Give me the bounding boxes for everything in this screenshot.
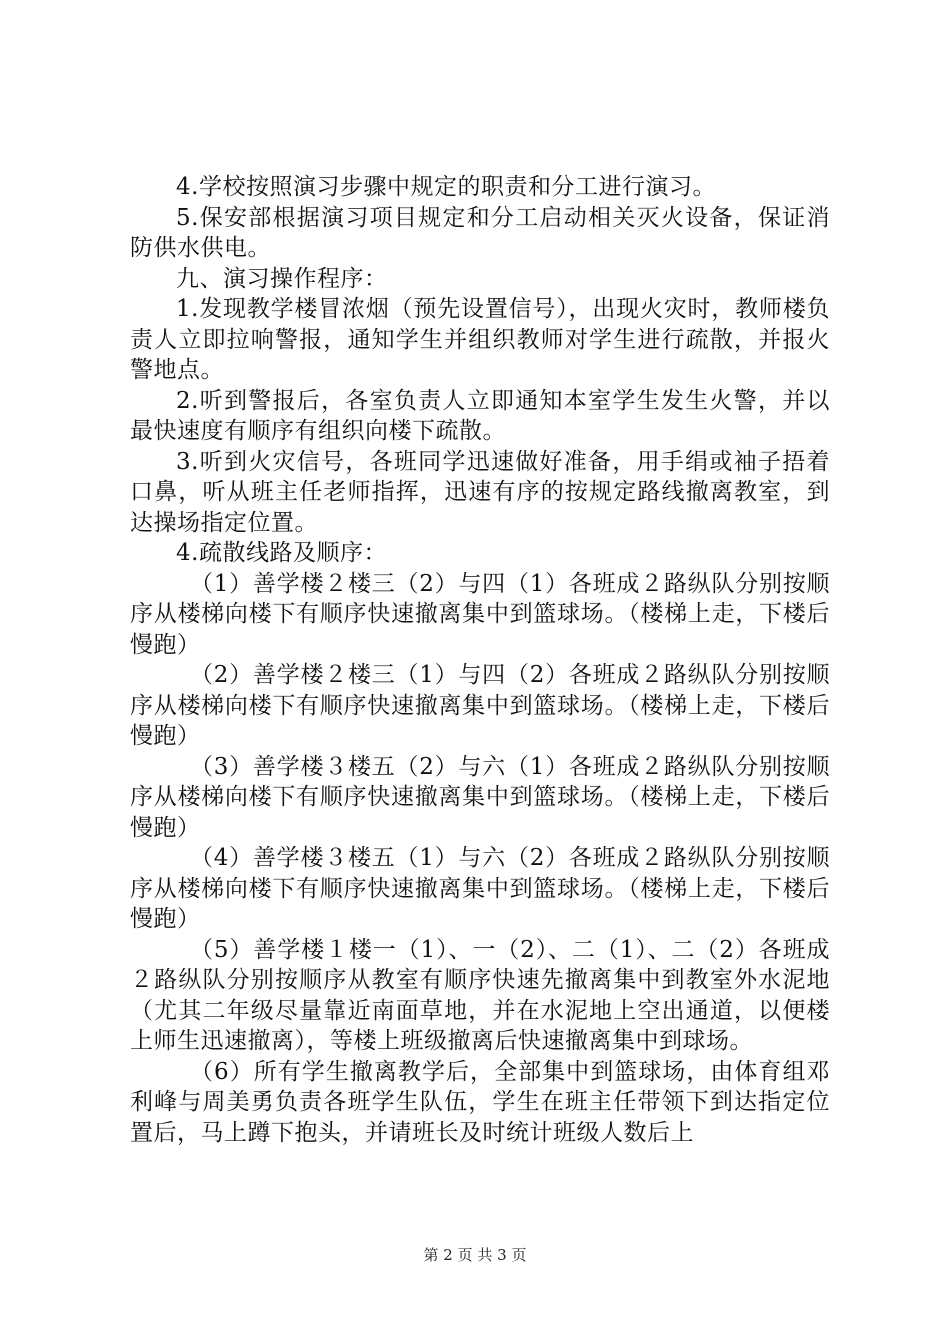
paragraph-step-4-routes: 4.疏散线路及顺序： [176, 540, 387, 566]
route-item-2: （2）善学楼２楼三（1）与四（2）各班成２路纵队分别按顺序从楼梯向楼下有顺序快速撤离集中到篮球场。（楼梯上走，下楼后慢跑） [130, 662, 830, 749]
paragraph-security-equipment: 5.保安部根据演习项目规定和分工启动相关灭火设备，保证消防供水供电。 [130, 204, 830, 261]
paragraph-step-2-alarm: 2.听到警报后，各室负责人立即通知本室学生发生火警，并以最快速度有顺序有组织向楼下疏散。 [130, 387, 830, 444]
route-item-6: （6）所有学生撤离教学后，全部集中到篮球场，由体育组邓利峰与周美勇负责各班学生队伍，学生在班主任带领下到达指定位置后，马上蹲下抱头，并请班长及时统计班级人数后上 [130, 1058, 830, 1146]
paragraph-step-3-fire-signal: 3.听到火灾信号，各班同学迅速做好准备，用手绢或袖子捂着口鼻，听从班主任老师指挥，迅速有序的按规定路线撤离教室，到达操场指定位置。 [130, 448, 830, 536]
section-heading-drill-procedure: 九、演习操作程序： [176, 265, 388, 292]
paragraph-step-1-smoke: 1.发现教学楼冒浓烟（预先设置信号），出现火灾时，教师楼负责人立即拉响警报，通知学生并组织教师对学生进行疏散，并报火警地点。 [130, 296, 830, 383]
paragraph-drill-by-duties: 4.学校按照演习步骤中规定的职责和分工进行演习。 [176, 174, 716, 200]
route-item-1: （1）善学楼２楼三（2）与四（1）各班成２路纵队分别按顺序从楼梯向楼下有顺序快速撤离集中到篮球场。（楼梯上走，下楼后慢跑） [130, 570, 830, 658]
route-item-3: （3）善学楼３楼五（2）与六（1）各班成２路纵队分别按顺序从楼梯向楼下有顺序快速撤离集中到篮球场。（楼梯上走，下楼后慢跑） [130, 753, 830, 841]
route-item-4: （4）善学楼３楼五（1）与六（2）各班成２路纵队分别按顺序从楼梯向楼下有顺序快速撤离集中到篮球场。（楼梯上走，下楼后慢跑） [130, 845, 830, 932]
route-item-5: （5）善学楼１楼一（1）、一（2）、二（1）、二（2）各班成２路纵队分别按顺序从教室有顺序快速先撤离集中到教室外水泥地（尤其二年级尽量靠近南面草地，并在水泥地上空出通道，以便楼上师生迅速撤离），等楼上班级撤离后快速撤离集中到球场。 [130, 936, 830, 1054]
document-body [130, 172, 830, 1148]
page-number-footer: 第 2 页 共 3 页 [423, 1246, 527, 1264]
